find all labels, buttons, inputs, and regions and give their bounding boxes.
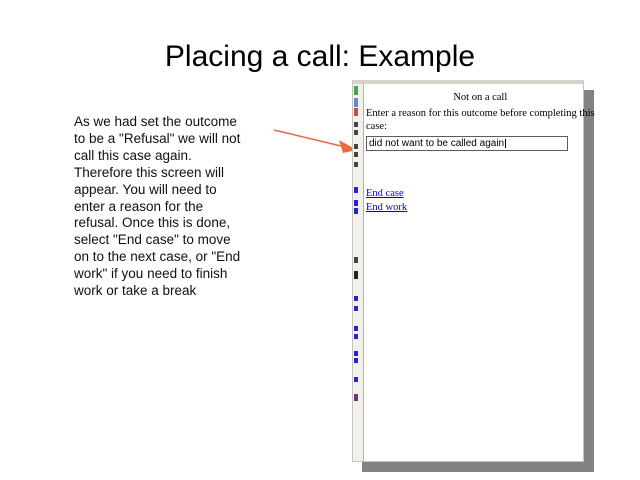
background-window-fragment (354, 98, 358, 107)
end-case-link[interactable]: End case (366, 188, 404, 199)
reason-input[interactable] (366, 136, 568, 151)
prompt-text-line2: case: (366, 121, 387, 132)
slide-body-text (74, 114, 274, 300)
background-window-fragment (354, 377, 358, 382)
callout-arrow-line (274, 130, 341, 146)
background-window-fragment (354, 271, 358, 279)
panel-links (366, 187, 595, 214)
body-text-line: enter a reason for the (74, 198, 204, 214)
body-text-line: select "End case" to move (74, 232, 231, 248)
body-text-line: call this case again. (74, 147, 192, 163)
screenshot-window (352, 80, 595, 462)
background-window-fragment (354, 394, 358, 401)
background-window-fragment (354, 86, 358, 95)
background-window-fragment (354, 334, 358, 339)
background-window-fragment (354, 257, 358, 263)
body-text-line: appear. You will need to (74, 181, 217, 197)
background-window-edge (353, 84, 364, 461)
reason-input-value: did not want to be called again (369, 138, 505, 149)
background-window-fragment (354, 108, 358, 116)
background-window-fragment (354, 351, 358, 356)
background-window-fragment (354, 122, 358, 127)
background-window-fragment (354, 306, 358, 311)
text-caret-icon (505, 139, 506, 148)
body-text-line: Therefore this screen will (74, 164, 225, 180)
background-window-fragment (354, 130, 358, 135)
body-text-line: on to the next case, or "End (74, 249, 241, 265)
panel-heading: Not on a call (453, 92, 508, 103)
body-text-line: As we had set the outcome (74, 114, 237, 129)
not-on-a-call-panel (364, 84, 597, 461)
background-window-fragment (354, 296, 358, 301)
background-window-fragment (354, 144, 358, 149)
body-text-line: refusal. Once this is done, (74, 215, 231, 231)
background-window-fragment (354, 162, 358, 167)
background-window-fragment (354, 200, 358, 206)
background-window-fragment (354, 187, 358, 193)
body-text-line: work" if you need to finish (74, 266, 228, 282)
body-text-line: to be a "Refusal" we will not (74, 130, 241, 146)
background-window-fragment (354, 358, 358, 363)
body-text-line: work or take a break (74, 283, 197, 299)
callout-arrow-icon (271, 123, 365, 157)
prompt-text-line1: Enter a reason for this outcome before completing this (366, 108, 595, 119)
background-window-fragment (354, 208, 358, 214)
slide-title: Placing a call: Example (164, 40, 476, 73)
background-window-fragment (354, 152, 358, 157)
background-window-fragment (354, 326, 358, 331)
end-work-link[interactable]: End work (366, 201, 408, 213)
